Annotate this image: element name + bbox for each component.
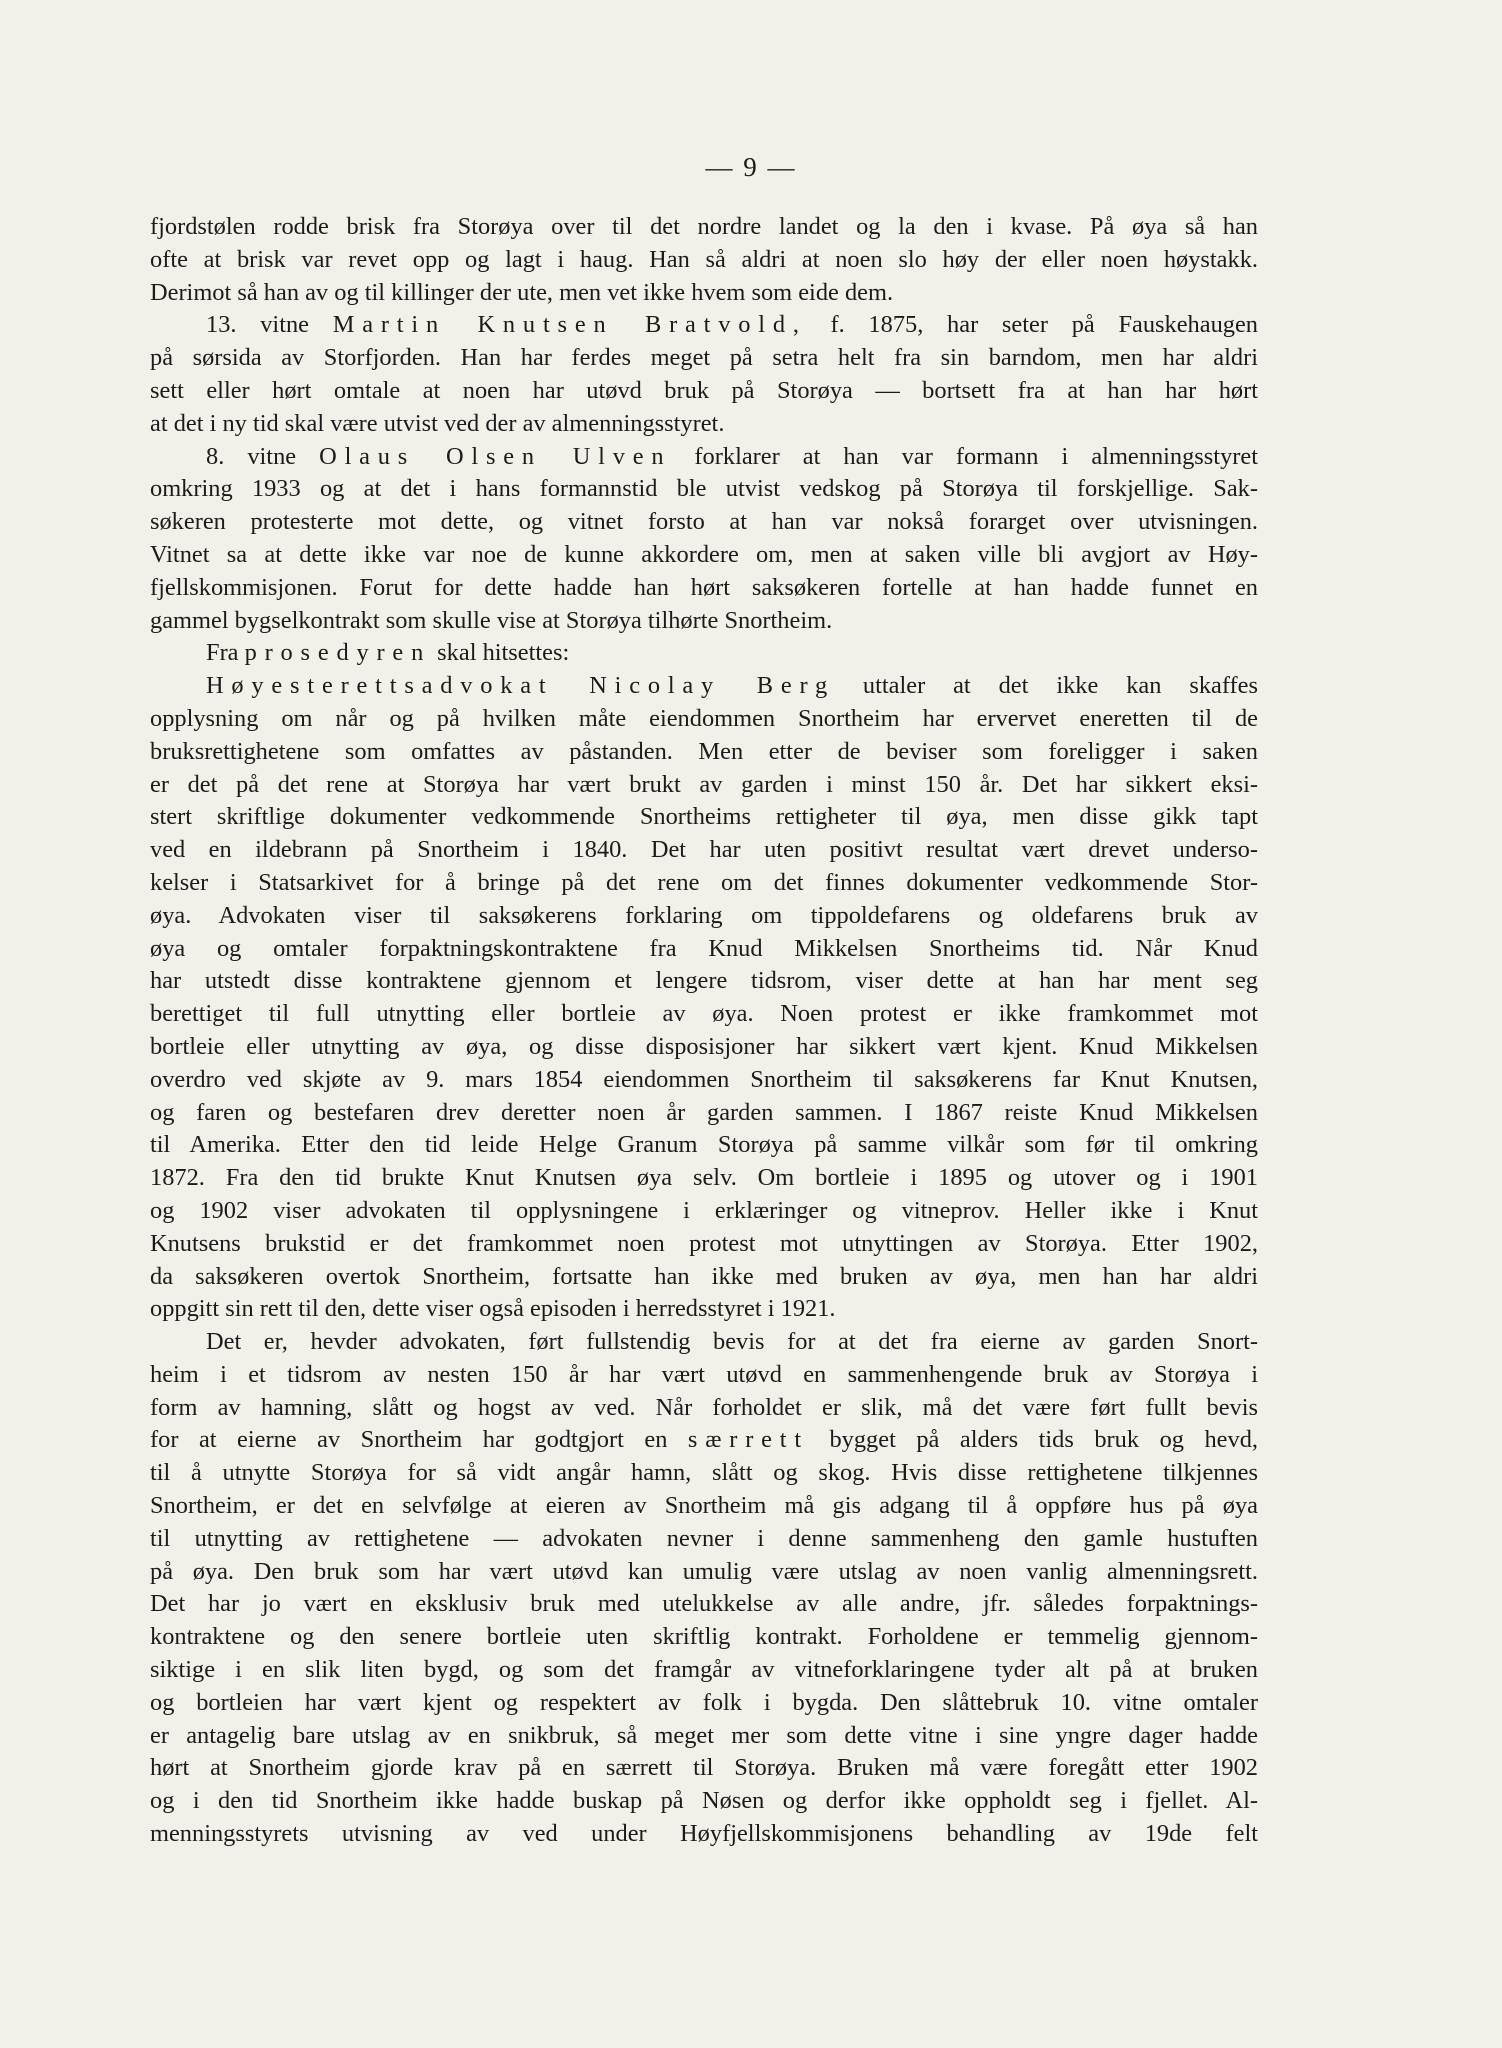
- line-text: uttaler at det ikke kan skaffes: [834, 672, 1258, 700]
- text-line: [150, 1818, 1258, 1851]
- text-line: [150, 1162, 1258, 1195]
- spaced-emphasis: Høyesterettsadvokat Nicolay Berg: [206, 672, 835, 700]
- spaced-emphasis: Olaus Olsen Ulven: [319, 442, 672, 470]
- text-line: [150, 1457, 1258, 1490]
- text-line: [150, 1228, 1258, 1261]
- text-line: [150, 1392, 1258, 1425]
- line-text: form av hamning, slått og hogst av ved. Når forholdet er slik, må det være ført fullt bevis: [150, 1393, 1258, 1421]
- line-text: sett eller hørt omtale at noen har utøvd bruk på Storøya — bortsett fra at han har hørt: [150, 376, 1258, 404]
- line-text: og 1902 viser advokaten til opplysningene i erklæringer og vitneprov. Heller ikke i Knut: [150, 1196, 1258, 1224]
- text-line: [150, 1326, 1258, 1359]
- line-text: øya. Advokaten viser til saksøkerens forklaring om tippoldefarens og oldefarens bruk av: [150, 901, 1258, 929]
- line-text: Det har jo vært en eksklusiv bruk med utelukkelse av alle andre, jfr. således forpaktnings-: [150, 1590, 1258, 1618]
- line-text: for at eierne av Snortheim har godtgjort en: [150, 1426, 688, 1454]
- text-line: [150, 900, 1258, 933]
- line-text: siktige i en slik liten bygd, og som det framgår av vitneforklaringene tyder alt på at bruken: [150, 1656, 1258, 1684]
- line-text: Snortheim, er det en selvfølge at eieren av Snortheim må gis adgang til å oppføre hus på øya: [150, 1492, 1258, 1520]
- line-text: kontraktene og den senere bortleie uten skriftlig kontrakt. Forholdene er temmelig gjennom-: [150, 1623, 1258, 1651]
- line-text: Knutsens brukstid er det framkommet noen protest mot utnyttingen av Storøya. Etter 1902,: [150, 1229, 1258, 1257]
- text-line: [150, 998, 1258, 1031]
- spaced-emphasis: prosedyren: [244, 639, 432, 667]
- line-text: kelser i Statsarkivet for å bringe på det rene om det finnes dokumenter vedkommende Stor-: [150, 868, 1258, 896]
- line-text: bygget på alders tids bruk og hevd,: [808, 1426, 1258, 1454]
- text-line: [150, 1720, 1258, 1753]
- text-line: [150, 309, 1258, 342]
- line-text: 13. vitne: [206, 311, 333, 339]
- line-text: er antagelig bare utslag av en snikbruk, så meget mer som dette vitne i sine yngre dager hadde: [150, 1721, 1258, 1749]
- line-text: menningsstyrets utvisning av ved under Høyfjellskommisjonens behandling av 19de felt: [150, 1820, 1258, 1848]
- text-line: [150, 965, 1258, 998]
- line-text: hørt at Snortheim gjorde krav på en særrett til Storøya. Bruken må være foregått etter 1902: [150, 1754, 1258, 1782]
- text-line: [150, 1129, 1258, 1162]
- text-line: [150, 1293, 1258, 1326]
- text-line: [150, 670, 1258, 703]
- spaced-emphasis: Martin Knutsen Bratvold,: [332, 311, 807, 339]
- line-text: på øya. Den bruk som har vært utøvd kan umulig være utslag av noen vanlig almenningsrett.: [150, 1557, 1258, 1585]
- text-line: [150, 1031, 1258, 1064]
- line-text: at det i ny tid skal være utvist ved der av almenningsstyret.: [150, 409, 725, 437]
- text-line: [150, 801, 1258, 834]
- text-line: [150, 1064, 1258, 1097]
- line-text: da saksøkeren overtok Snortheim, fortsatte han ikke med bruken av øya, men han har aldri: [150, 1262, 1258, 1290]
- line-text: stert skriftlige dokumenter vedkommende Snortheims rettigheter til øya, men disse gikk tapt: [150, 803, 1258, 831]
- line-text: heim i et tidsrom av nesten 150 år har vært utøvd en sammenhengende bruk av Storøya i: [150, 1360, 1258, 1388]
- line-text: oppgitt sin rett til den, dette viser også episoden i herredsstyret i 1921.: [150, 1295, 836, 1323]
- text-line: [150, 375, 1258, 408]
- text-line: [150, 277, 1258, 310]
- text-line: [150, 1687, 1258, 1720]
- spaced-emphasis: særrett: [687, 1426, 809, 1454]
- line-text: 1872. Fra den tid brukte Knut Knutsen øya selv. Om bortleie i 1895 og utover og i 1901: [150, 1164, 1258, 1192]
- text-line: [150, 605, 1258, 638]
- line-text: og faren og bestefaren drev deretter noen år garden sammen. I 1867 reiste Knud Mikkelsen: [150, 1098, 1258, 1126]
- line-text: berettiget til full utnytting eller bortleie av øya. Noen protest er ikke framkommet mot: [150, 1000, 1258, 1028]
- page-body: [150, 211, 1258, 1851]
- text-line: [150, 1097, 1258, 1130]
- line-text: og i den tid Snortheim ikke hadde buskap på Nøsen og derfor ikke oppholdt seg i fjellet. Al-: [150, 1787, 1258, 1815]
- text-line: [150, 1523, 1258, 1556]
- line-text: Fra: [206, 639, 245, 667]
- line-text: Vitnet sa at dette ikke var noe de kunne akkordere om, men at saken ville bli avgjort av Høy-: [150, 540, 1258, 568]
- text-line: [150, 539, 1258, 572]
- text-line: [150, 473, 1258, 506]
- line-text: Det er, hevder advokaten, ført fullstendig bevis for at det fra eierne av garden Snort-: [206, 1328, 1258, 1356]
- text-line: [150, 408, 1258, 441]
- text-line: [150, 1359, 1258, 1392]
- text-line: [150, 1785, 1258, 1818]
- text-line: [150, 1654, 1258, 1687]
- text-line: [150, 637, 1258, 670]
- text-line: [150, 1424, 1258, 1457]
- text-line: [150, 1752, 1258, 1785]
- text-line: [150, 769, 1258, 802]
- line-text: 8. vitne: [206, 442, 320, 470]
- line-text: til Amerika. Etter den tid leide Helge Granum Storøya på samme vilkår som før til omkring: [150, 1131, 1258, 1159]
- line-text: ofte at brisk var revet opp og lagt i haug. Han så aldri at noen slo høy der eller noen høystakk.: [150, 245, 1258, 273]
- line-text: overdro ved skjøte av 9. mars 1854 eiendommen Snortheim til saksøkerens far Knut Knutsen,: [150, 1065, 1258, 1093]
- text-line: [150, 572, 1258, 605]
- text-line: [150, 506, 1258, 539]
- text-line: [150, 736, 1258, 769]
- line-text: er det på det rene at Storøya har vært brukt av garden i minst 150 år. Det har sikkert eksi-: [150, 770, 1258, 798]
- line-text: fjellskommisjonen. Forut for dette hadde han hørt saksøkeren fortelle at han hadde funnet en: [150, 573, 1258, 601]
- text-line: [150, 1621, 1258, 1654]
- line-text: til utnytting av rettighetene — advokaten nevner i denne sammenheng den gamle hustuften: [150, 1524, 1258, 1552]
- text-line: [150, 441, 1258, 474]
- line-text: forklarer at han var formann i almenningsstyret: [671, 442, 1258, 470]
- text-line: [150, 1195, 1258, 1228]
- line-text: på sørsida av Storfjorden. Han har ferdes meget på setra helt fra sin barndom, men har aldri: [150, 344, 1258, 372]
- line-text: har utstedt disse kontraktene gjennom et lengere tidsrom, viser dette at han har ment seg: [150, 967, 1258, 995]
- line-text: omkring 1933 og at det i hans formannstid ble utvist vedskog på Storøya til forskjellige. Sak-: [150, 475, 1258, 503]
- text-line: [150, 1556, 1258, 1589]
- text-line: [150, 1261, 1258, 1294]
- text-line: [150, 834, 1258, 867]
- text-line: [150, 933, 1258, 966]
- line-text: til å utnytte Storøya for så vidt angår hamn, slått og skog. Hvis disse rettighetene tilkjennes: [150, 1459, 1258, 1487]
- text-line: [150, 1588, 1258, 1621]
- line-text: skal hitsettes:: [431, 639, 570, 667]
- line-text: og bortleien har vært kjent og respektert av folk i bygda. Den slåttebruk 10. vitne omtaler: [150, 1688, 1258, 1716]
- page-number: — 9 —: [705, 152, 797, 182]
- text-line: [150, 342, 1258, 375]
- line-text: f. 1875, har seter på Fauskehaugen: [806, 311, 1258, 339]
- text-line: [150, 867, 1258, 900]
- text-line: [150, 211, 1258, 244]
- line-text: bortleie eller utnytting av øya, og disse disposisjoner har sikkert vært kjent. Knud Mikkelsen: [150, 1032, 1258, 1060]
- line-text: Derimot så han av og til killinger der ute, men vet ikke hvem som eide dem.: [150, 278, 894, 306]
- line-text: gammel bygselkontrakt som skulle vise at Storøya tilhørte Snortheim.: [150, 606, 833, 634]
- line-text: opplysning om når og på hvilken måte eiendommen Snortheim har ervervet eneretten til de: [150, 704, 1258, 732]
- line-text: søkeren protesterte mot dette, og vitnet forsto at han var nokså forarget over utvisningen.: [150, 508, 1258, 536]
- line-text: fjordstølen rodde brisk fra Storøya over til det nordre landet og la den i kvase. På øya så han: [150, 213, 1258, 240]
- text-line: [150, 703, 1258, 736]
- line-text: ved en ildebrann på Snortheim i 1840. Det har uten positivt resultat vært drevet underso-: [150, 836, 1258, 864]
- text-line: [150, 1490, 1258, 1523]
- line-text: øya og omtaler forpaktningskontraktene fra Knud Mikkelsen Snortheims tid. Når Knud: [150, 934, 1258, 962]
- text-line: [150, 244, 1258, 277]
- line-text: bruksrettighetene som omfattes av påstanden. Men etter de beviser som foreligger i saken: [150, 737, 1258, 765]
